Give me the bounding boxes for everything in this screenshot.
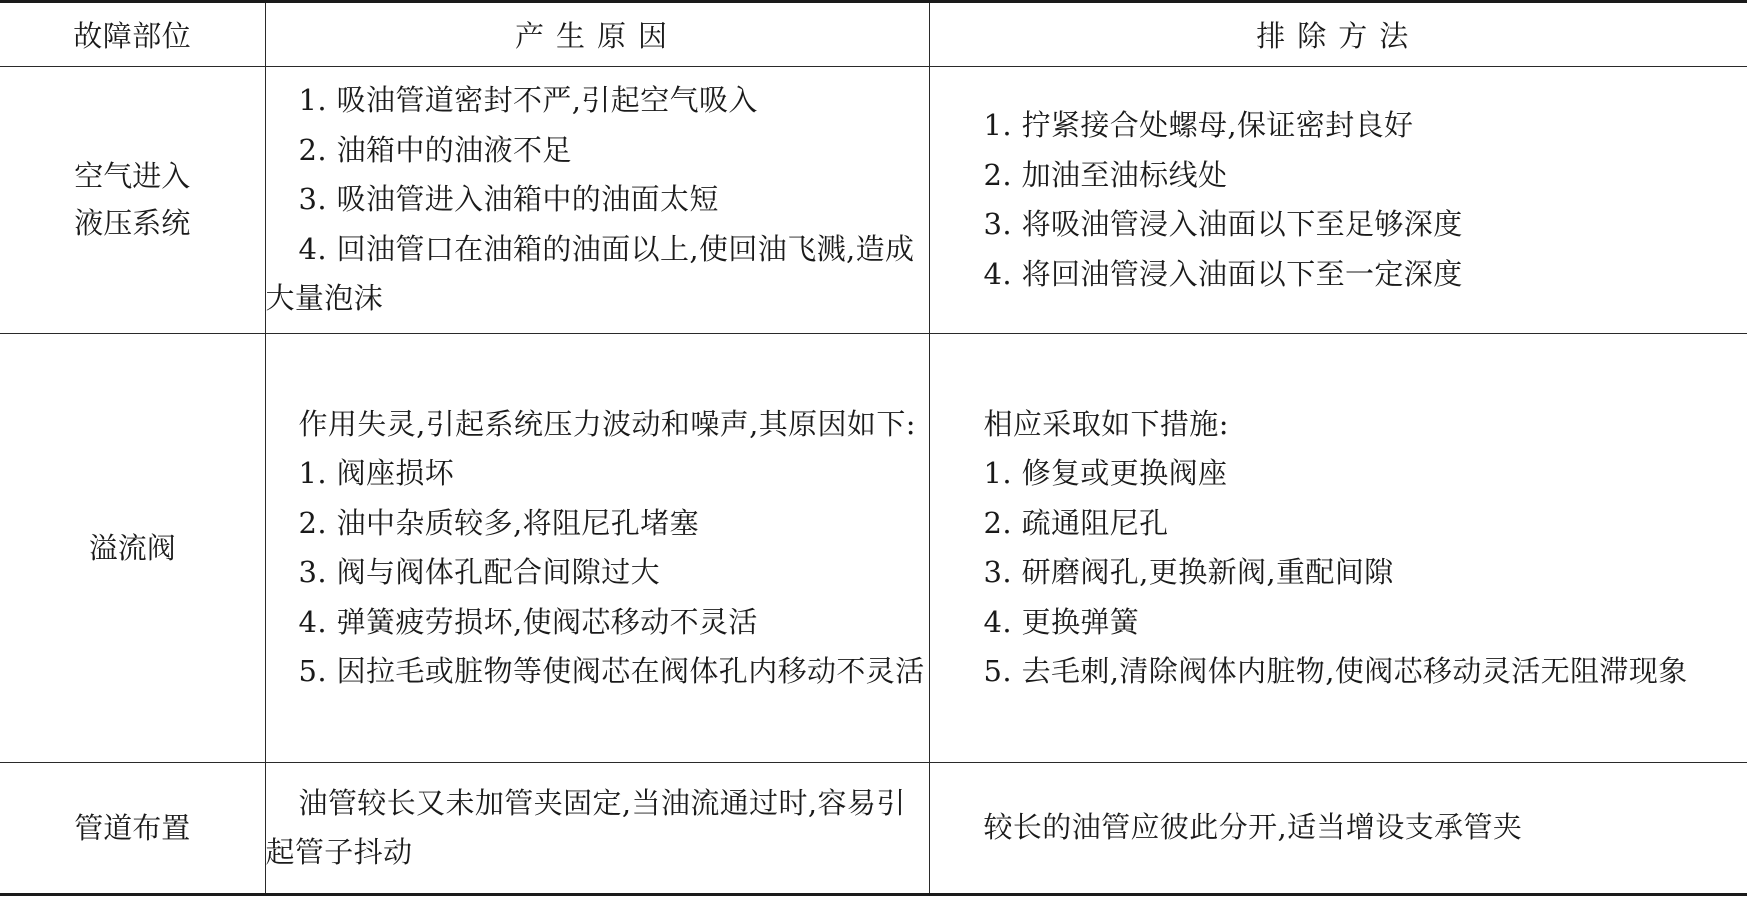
remedy-item: 5. 去毛刺,清除阀体内脏物,使阀芯移动灵活无阻滞现象	[983, 654, 1688, 688]
location-line: 液压系统	[74, 206, 191, 240]
header-cause: 产生原因	[265, 2, 929, 67]
cause-item: 2. 油中杂质较多,将阻尼孔堵塞	[298, 505, 700, 540]
remedy-item: 1. 修复或更换阀座	[983, 456, 1228, 490]
cause-item: 油管较长又未加管夹固定,当油流通过时,容易引起管子抖动	[265, 785, 906, 869]
table-row	[0, 334, 1747, 763]
location-cell	[0, 334, 265, 763]
cause-item: 1. 阀座损坏	[298, 456, 455, 490]
cause-item: 3. 吸油管进入油箱中的油面太短	[298, 182, 719, 217]
remedy-item: 1. 拧紧接合处螺母,保证密封良好	[983, 108, 1414, 142]
cause-cell	[265, 763, 929, 895]
cause-item: 5. 因拉毛或脏物等使阀芯在阀体孔内移动不灵活	[298, 654, 925, 688]
cause-item: 作用失灵,引起系统压力波动和噪声,其原因如下:	[298, 406, 916, 441]
table-header-row	[0, 2, 1747, 67]
remedy-item: 4. 将回油管浸入油面以下至一定深度	[983, 256, 1463, 291]
location-cell	[0, 763, 265, 895]
remedy-item: 2. 加油至油标线处	[983, 157, 1228, 192]
cause-item: 3. 阀与阀体孔配合间隙过大	[298, 555, 660, 589]
header-remedy: 排除方法	[929, 2, 1747, 67]
remedy-item: 2. 疏通阻尼孔	[983, 505, 1169, 540]
cause-item: 1. 吸油管道密封不严,引起空气吸入	[298, 83, 758, 118]
table-row	[0, 763, 1747, 895]
location-line: 管道布置	[74, 810, 191, 845]
remedy-item: 较长的油管应彼此分开,适当增设支承管夹	[983, 810, 1523, 845]
remedy-item: 相应采取如下措施:	[983, 406, 1229, 441]
remedy-item: 3. 将吸油管浸入油面以下至足够深度	[983, 207, 1463, 241]
remedy-cell	[929, 763, 1747, 895]
remedy-cell	[929, 67, 1747, 334]
location-cell	[0, 67, 265, 334]
cause-cell	[265, 67, 929, 334]
cause-item: 2. 油箱中的油液不足	[298, 132, 572, 167]
table-row	[0, 67, 1747, 334]
location-line: 空气进入	[74, 159, 191, 193]
remedy-cell	[929, 334, 1747, 763]
cause-item: 4. 回油管口在油箱的油面以上,使回油飞溅,造成大量泡沫	[265, 231, 915, 316]
cause-item: 4. 弹簧疲劳损坏,使阀芯移动不灵活	[298, 604, 758, 639]
header-location: 故障部位	[0, 2, 265, 67]
cause-cell	[265, 334, 929, 763]
remedy-item: 4. 更换弹簧	[983, 604, 1140, 639]
remedy-item: 3. 研磨阀孔,更换新阀,重配间隙	[983, 555, 1394, 589]
location-line: 溢流阀	[88, 530, 176, 565]
